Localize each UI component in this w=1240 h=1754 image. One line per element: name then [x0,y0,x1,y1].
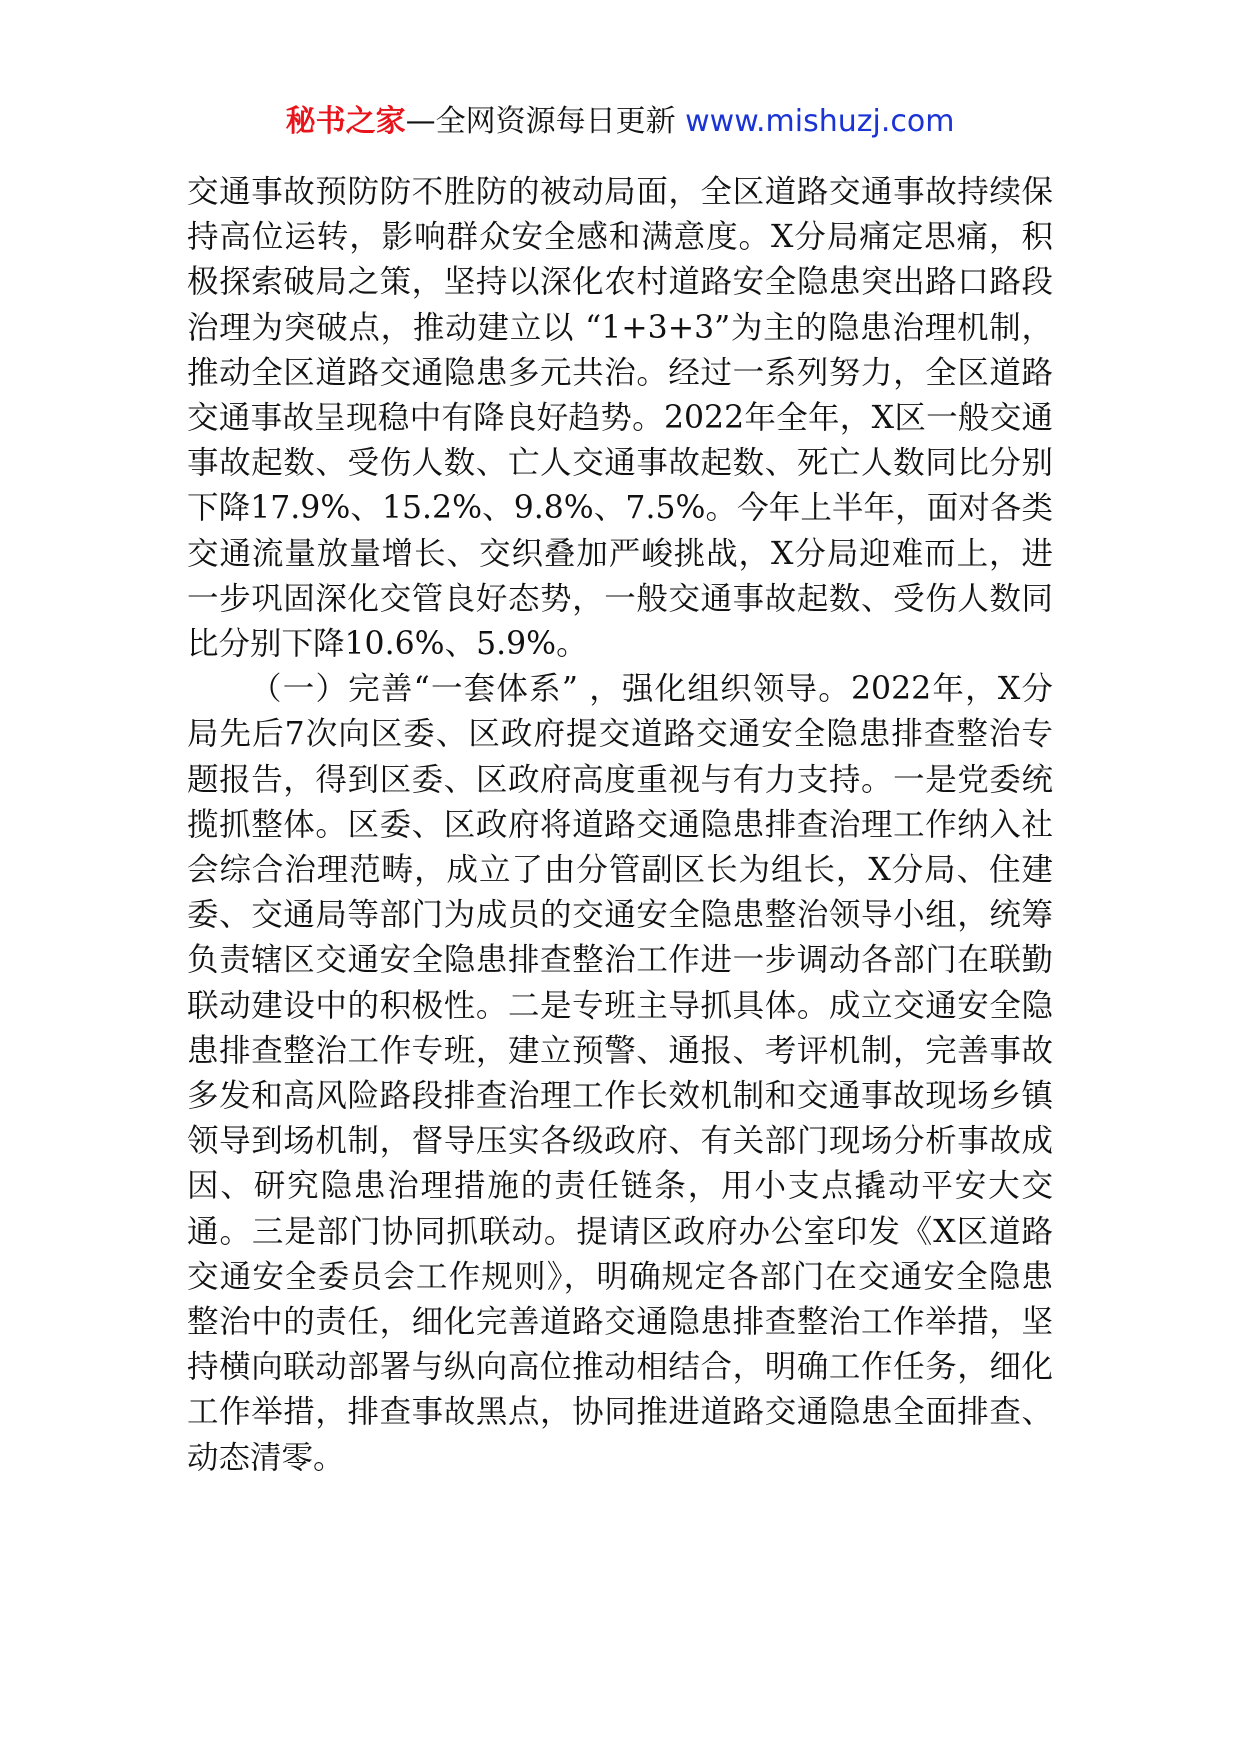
body-paragraph: （一）完善“一套体系” ，强化组织领导。2022年，X分局先后7次向区委、区政府提交道路交通安全隐患排查整治专题报告，得到区委、区政府高度重视与有力支持。一是党委统揽抓整体。区委、区政府将道路交通隐患排查治理工作纳入社会综合治理范畴，成立了由分管副区长为组长，X分局、住建委、交通局等部门为成员的交通安全隐患整治领导小组，统筹负责辖区交通安全隐患排查整治工作进一步调动各部门在联勤联动建设中的积极性。二是专班主导抓具体。成立交通安全隐患排查整治工作专班，建立预警、通报、考评机制，完善事故多发和高风险路段排查治理工作长效机制和交通事故现场乡镇领导到场机制，督导压实各级政府、有关部门现场分析事故成因、研究隐患治理措施的责任链条，用小支点撬动平安大交通。三是部门协同抓联动。提请区政府办公室印发《X区道路交通安全委员会工作规则》，明确规定各部门在交通安全隐患整治中的责任，细化完善道路交通隐患排查整治工作举措，坚持横向联动部署与纵向高位推动相结合，明确工作任务，细化工作举措，排查事故黑点，协同推进道路交通隐患全面排查、动态清零。 [187,671,1053,1476]
site-url-link[interactable]: www.mishuzj.com [685,104,955,139]
site-tagline: —全网资源每日更新 [405,104,686,139]
site-brand: 秘书之家 [285,104,406,139]
site-header [0,100,1240,144]
document-body [187,170,1053,1481]
body-paragraph: 交通事故预防防不胜防的被动局面，全区道路交通事故持续保持高位运转，影响群众安全感和满意度。X分局痛定思痛，积极探索破局之策，坚持以深化农村道路安全隐患突出路口路段治理为突破点，推动建立以 “1+3+3”为主的隐患治理机制，推动全区道路交通隐患多元共治。经过一系列努力，全区道路交通事故呈现稳中有降良好趋势。2022年全年，X区一般交通事故起数、受伤人数、亡人交通事故起数、死亡人数同比分别下降17.9%、15.2%、9.8%、7.5%。今年上半年，面对各类交通流量放量增长、交织叠加严峻挑战，X分局迎难而上，进一步巩固深化交管良好态势，一般交通事故起数、受伤人数同比分别下降10.6%、5.9%。 [187,174,1053,663]
